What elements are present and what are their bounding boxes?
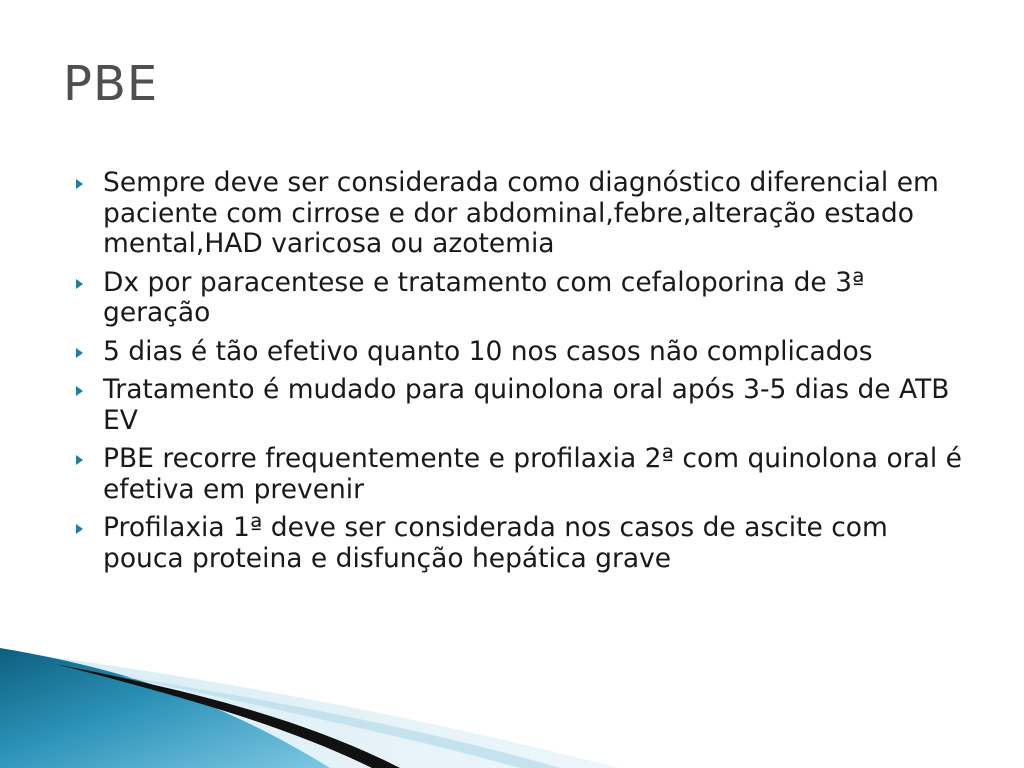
bullet-text: Dx por paracentese e tratamento com cefaloporina de 3ª geração <box>103 266 865 328</box>
slide-title: PBE <box>63 56 159 112</box>
list-item <box>72 513 972 574</box>
triangle-right-icon <box>76 348 83 358</box>
bullet-text: Tratamento é mudado para quinolona oral após 3-5 dias de ATB EV <box>103 374 950 436</box>
bullet-text: 5 dias é tão efetivo quanto 10 nos casos não complicados <box>103 335 873 367</box>
triangle-right-icon <box>76 455 83 465</box>
bullet-text: Profilaxia 1ª deve ser considerada nos casos de ascite com pouca proteina e disfunção hepática grave <box>103 512 888 574</box>
triangle-right-icon <box>76 524 83 534</box>
triangle-right-icon <box>76 279 83 289</box>
bullet-text: PBE recorre frequentemente e profilaxia 2ª com quinolona oral é efetiva em prevenir <box>103 443 962 505</box>
list-item <box>72 268 972 329</box>
triangle-right-icon <box>76 386 83 396</box>
list-item <box>72 375 972 436</box>
list-item <box>72 444 972 505</box>
bullet-text: Sempre deve ser considerada como diagnóstico diferencial em paciente com cirrose e dor abdominal,febre,alteração estado mental,HAD varicosa ou azotemia <box>103 167 939 259</box>
triangle-right-icon <box>76 179 83 189</box>
bullet-list <box>72 168 972 582</box>
list-item <box>72 337 972 368</box>
list-item <box>72 168 972 260</box>
